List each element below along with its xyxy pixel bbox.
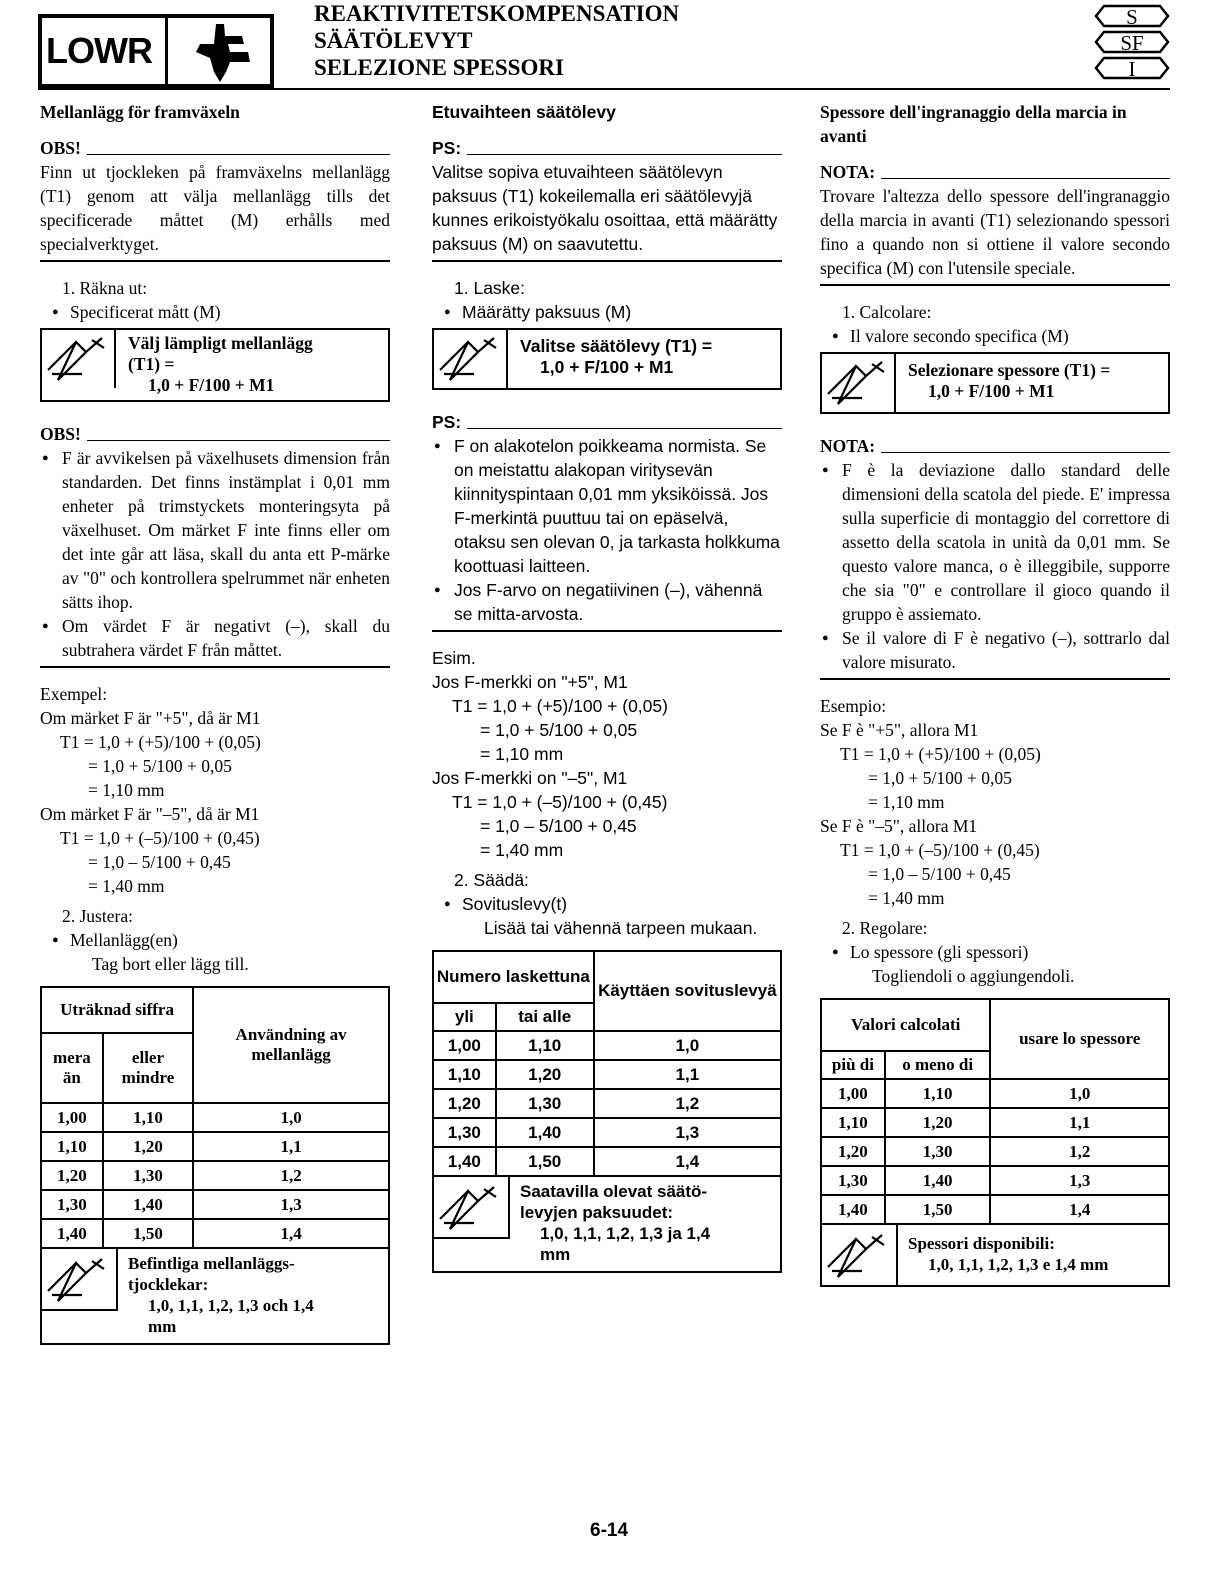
example-line: = 1,0 – 5/100 + 0,45 (88, 852, 231, 872)
note-label: PS: (432, 136, 782, 160)
example-label: Esempio: (820, 696, 887, 716)
example-line: T1 = 1,0 + (–5)/100 + (0,45) (840, 840, 1040, 860)
formula-line-2: 1,0 + F/100 + M1 (928, 381, 1055, 401)
example-line: T1 = 1,0 + (+5)/100 + (0,05) (452, 696, 668, 716)
note-label: NOTA: (820, 160, 1170, 184)
note-bullets (40, 446, 390, 662)
header-rule (38, 88, 1170, 90)
note-text: Finn ut tjockleken på framväxelns mellanlägg (T1) genom att välja mellanlägg tills det specificerade måttet (M) erhålls med specialverktyget. (40, 162, 390, 254)
table-row: 1,30 1,40 1,3 (433, 1118, 781, 1147)
table-head-less: o meno di (885, 1051, 991, 1079)
available-line: 1,0, 1,1, 1,2, 1,3 och 1,4 (148, 1296, 314, 1315)
available-shims-box (820, 1225, 1170, 1287)
example-line: = 1,40 mm (868, 888, 945, 908)
example-block (432, 646, 782, 862)
step-2-sub: Lisää tai vähennä tarpeen mukaan. (484, 918, 758, 938)
column-finnish (432, 100, 782, 1273)
step-2: 2. Säädä: (454, 870, 529, 890)
table-row: 1,10 1,20 1,1 (433, 1060, 781, 1089)
example-line: = 1,0 + 5/100 + 0,05 (868, 768, 1012, 788)
note-rule (432, 260, 782, 262)
step-2-sub: Tag bort eller lägg till. (92, 954, 249, 974)
note-rule (820, 284, 1170, 286)
note-text: Trovare l'altezza dello spessore dell'ingranaggio della marcia in avanti (T1) selezionando spessori fino a quando non si ottiene il valore secondo specifica (M) con l'utensile speciale. (820, 186, 1170, 278)
table-row: 1,10 1,20 1,1 (821, 1108, 1169, 1137)
title-swedish: REAKTIVITETSKOMPENSATION (314, 1, 680, 26)
formula-line-1: Valitse säätölevy (T1) = (520, 336, 713, 356)
note-bullet: ● F on alakotelon poikkeama normista. Se on meistattu alakopan viritysevän kiinnityspintaan 0,01 mm yksiköissä. Jos F-merkintä puuttuu tai on epäselvä, otaksu sen olevan 0, ja tarkasta holkkuma koottuasi laitteen. (432, 434, 782, 578)
step-1-bullet: ● Specificerat mått (M) (40, 300, 390, 324)
step-2: 2. Regolare: (842, 918, 928, 938)
note-bullet: ● Se il valore di F è negativo (–), sottrarlo dal valore misurato. (820, 626, 1170, 674)
shim-table (432, 950, 782, 1177)
shim-table (40, 986, 390, 1249)
available-line: 1,0, 1,1, 1,2, 1,3 ja 1,4 (540, 1224, 711, 1243)
section-badge (38, 14, 274, 88)
table-row: 1,20 1,30 1,2 (433, 1089, 781, 1118)
example-line: T1 = 1,0 + (+5)/100 + (0,05) (840, 744, 1041, 764)
step-1-bullet: ● Määrätty paksuus (M) (432, 300, 782, 324)
note-bullets (432, 434, 782, 626)
example-label: Exempel: (40, 684, 108, 704)
table-row: 1,20 1,30 1,2 (821, 1137, 1169, 1166)
available-line: Saatavilla olevat säätö- (520, 1182, 708, 1201)
note-rule (820, 678, 1170, 680)
table-head-less: tai alle (496, 1003, 594, 1031)
note-bullet: ● F è la deviazione dallo standard delle dimensioni della scatola del piede. E' impressa sulla superficie di montaggio del correttore di assetto della scatola in unità da 0,01 mm. Se questo valore manca, o è illeggibile, supporre che sia "0" e controllare il gioco quando il gruppo è assiemato. (820, 458, 1170, 626)
table-row: 1,20 1,30 1,2 (41, 1161, 389, 1190)
note-bullet: ● Jos F-arvo on negatiivinen (–), vähennä se mitta-arvosta. (432, 578, 782, 626)
caliper-icon (42, 330, 116, 388)
formula-box (40, 328, 390, 402)
example-line: = 1,40 mm (88, 876, 165, 896)
example-line: = 1,40 mm (480, 840, 564, 860)
note-label: NOTA: (820, 434, 1170, 458)
caliper-icon (434, 330, 508, 388)
caliper-icon (42, 1249, 118, 1311)
lower-unit-icon (170, 22, 270, 84)
example-line: = 1,0 – 5/100 + 0,45 (868, 864, 1011, 884)
note-bullet: ● Om värdet F är negativt (–), skall du subtrahera värdet F från måttet. (40, 614, 390, 662)
note-rule (40, 666, 390, 668)
page-number: 6-14 (590, 1520, 629, 1541)
section-heading: Mellanlägg för framväxeln (40, 102, 240, 122)
available-shims-box (432, 1177, 782, 1273)
formula-box (432, 328, 782, 390)
formula-line-3: 1,0 + F/100 + M1 (148, 375, 275, 395)
shim-table (820, 998, 1170, 1225)
table-head-more: yli (433, 1003, 496, 1031)
note-label: OBS! (40, 422, 390, 446)
example-label: Esim. (432, 648, 476, 668)
caliper-icon (434, 1177, 510, 1239)
note-bullets (820, 458, 1170, 674)
table-head-use: usare lo spessore (990, 999, 1169, 1079)
example-line: = 1,10 mm (868, 792, 945, 812)
step-1: 1. Calcolare: (842, 302, 932, 322)
step-2-bullet: ● Mellanlägg(en) (40, 928, 390, 952)
note-label: OBS! (40, 136, 390, 160)
step-1: 1. Räkna ut: (62, 278, 148, 298)
title-italian: SELEZIONE SPESSORI (314, 55, 564, 80)
table-head-calc: Uträknad siffra (41, 987, 193, 1033)
formula-line-2: (T1) = (128, 354, 175, 374)
example-block (40, 682, 390, 898)
section-heading: Etuvaihteen säätölevy (432, 102, 616, 122)
lang-badge-sf: SF (1120, 31, 1144, 55)
step-1-bullet: ● Il valore secondo specifica (M) (820, 324, 1170, 348)
caliper-icon (822, 1225, 898, 1285)
language-badges (1094, 2, 1170, 84)
table-row: 1,30 1,40 1,3 (821, 1166, 1169, 1195)
table-head-use: Användning av mellanlägg (193, 987, 389, 1103)
step-2-sub: Togliendoli o aggiungendoli. (872, 966, 1075, 986)
table-head-calc: Numero laskettuna (433, 951, 594, 1003)
available-line: tjocklekar: (128, 1275, 209, 1294)
example-line: Om märket F är "–5", då är M1 (40, 804, 260, 824)
example-line: Jos F-merkki on "+5", M1 (432, 672, 628, 692)
page-titles (314, 0, 679, 81)
table-head-more: più di (821, 1051, 885, 1079)
formula-line-2: 1,0 + F/100 + M1 (540, 357, 674, 377)
table-row: 1,40 1,50 1,4 (41, 1219, 389, 1248)
table-head-use: Käyttäen sovituslevyä (594, 951, 781, 1031)
available-line: Spessori disponibili: (908, 1234, 1055, 1253)
note-rule (432, 630, 782, 632)
example-line: T1 = 1,0 + (–5)/100 + (0,45) (452, 792, 668, 812)
section-heading: Spessore dell'ingranaggio della marcia in avanti (820, 102, 1127, 146)
title-finnish: SÄÄTÖLEVYT (314, 28, 473, 53)
step-2-bullet: ● Lo spessore (gli spessori) (820, 940, 1170, 964)
example-line: = 1,0 + 5/100 + 0,05 (480, 720, 638, 740)
available-line: levyjen paksuudet: (520, 1203, 674, 1222)
note-label: PS: (432, 410, 782, 434)
table-head-less: eller mindre (103, 1033, 193, 1103)
available-line: mm (148, 1317, 177, 1336)
table-row: 1,40 1,50 1,4 (433, 1147, 781, 1176)
table-row: 1,30 1,40 1,3 (41, 1190, 389, 1219)
example-line: T1 = 1,0 + (+5)/100 + (0,05) (60, 732, 261, 752)
example-line: = 1,10 mm (88, 780, 165, 800)
step-1: 1. Laske: (454, 278, 526, 298)
table-row: 1,00 1,10 1,0 (433, 1031, 781, 1060)
example-line: T1 = 1,0 + (–5)/100 + (0,45) (60, 828, 260, 848)
table-row: 1,10 1,20 1,1 (41, 1132, 389, 1161)
example-line: Se F è "–5", allora M1 (820, 816, 978, 836)
column-italian (820, 100, 1170, 1287)
formula-line-1: Välj lämpligt mellanlägg (128, 333, 313, 353)
available-line: 1,0, 1,1, 1,2, 1,3 e 1,4 mm (928, 1255, 1109, 1274)
note-bullet: ● F är avvikelsen på växelhusets dimension från standarden. Det finns instämplat i 0,01 mm enheter på trimstyckets monteringsyta på växelhuset. Om märket F inte finns eller om det inte går att läsa, skall du anta ett P-märke av "0" och kontrollera spelrummet när enheten sätts ihop. (40, 446, 390, 614)
note-text: Valitse sopiva etuvaihteen säätölevyn paksuus (T1) kokeilemalla eri säätölevyjä kunnes erikoistyökalu osoittaa, että määrätty paksuus (M) on saavutettu. (432, 162, 778, 254)
example-line: = 1,10 mm (480, 744, 564, 764)
formula-box (820, 352, 1170, 414)
table-head-more: mera än (41, 1033, 103, 1103)
column-swedish (40, 100, 390, 1345)
note-rule (40, 260, 390, 262)
formula-line-1: Selezionare spessore (T1) = (908, 360, 1111, 380)
caliper-icon (822, 354, 896, 412)
example-line: Se F è "+5", allora M1 (820, 720, 979, 740)
available-line: Befintliga mellanläggs- (128, 1254, 295, 1273)
example-block (820, 694, 1170, 910)
section-code: LOWR (42, 18, 168, 84)
example-line: = 1,0 + 5/100 + 0,05 (88, 756, 232, 776)
table-row: 1,40 1,50 1,4 (821, 1195, 1169, 1224)
example-line: Om märket F är "+5", då är M1 (40, 708, 261, 728)
lang-badge-i: I (1128, 57, 1136, 81)
table-row: 1,00 1,10 1,0 (41, 1103, 389, 1132)
lang-badge-s: S (1126, 5, 1138, 29)
example-line: = 1,0 – 5/100 + 0,45 (480, 816, 637, 836)
step-2: 2. Justera: (62, 906, 133, 926)
table-head-calc: Valori calcolati (821, 999, 990, 1051)
example-line: Jos F-merkki on "–5", M1 (432, 768, 628, 788)
table-row: 1,00 1,10 1,0 (821, 1079, 1169, 1108)
step-2-bullet: ● Sovituslevy(t) (432, 892, 782, 916)
available-line: mm (540, 1245, 571, 1264)
available-shims-box (40, 1249, 390, 1345)
